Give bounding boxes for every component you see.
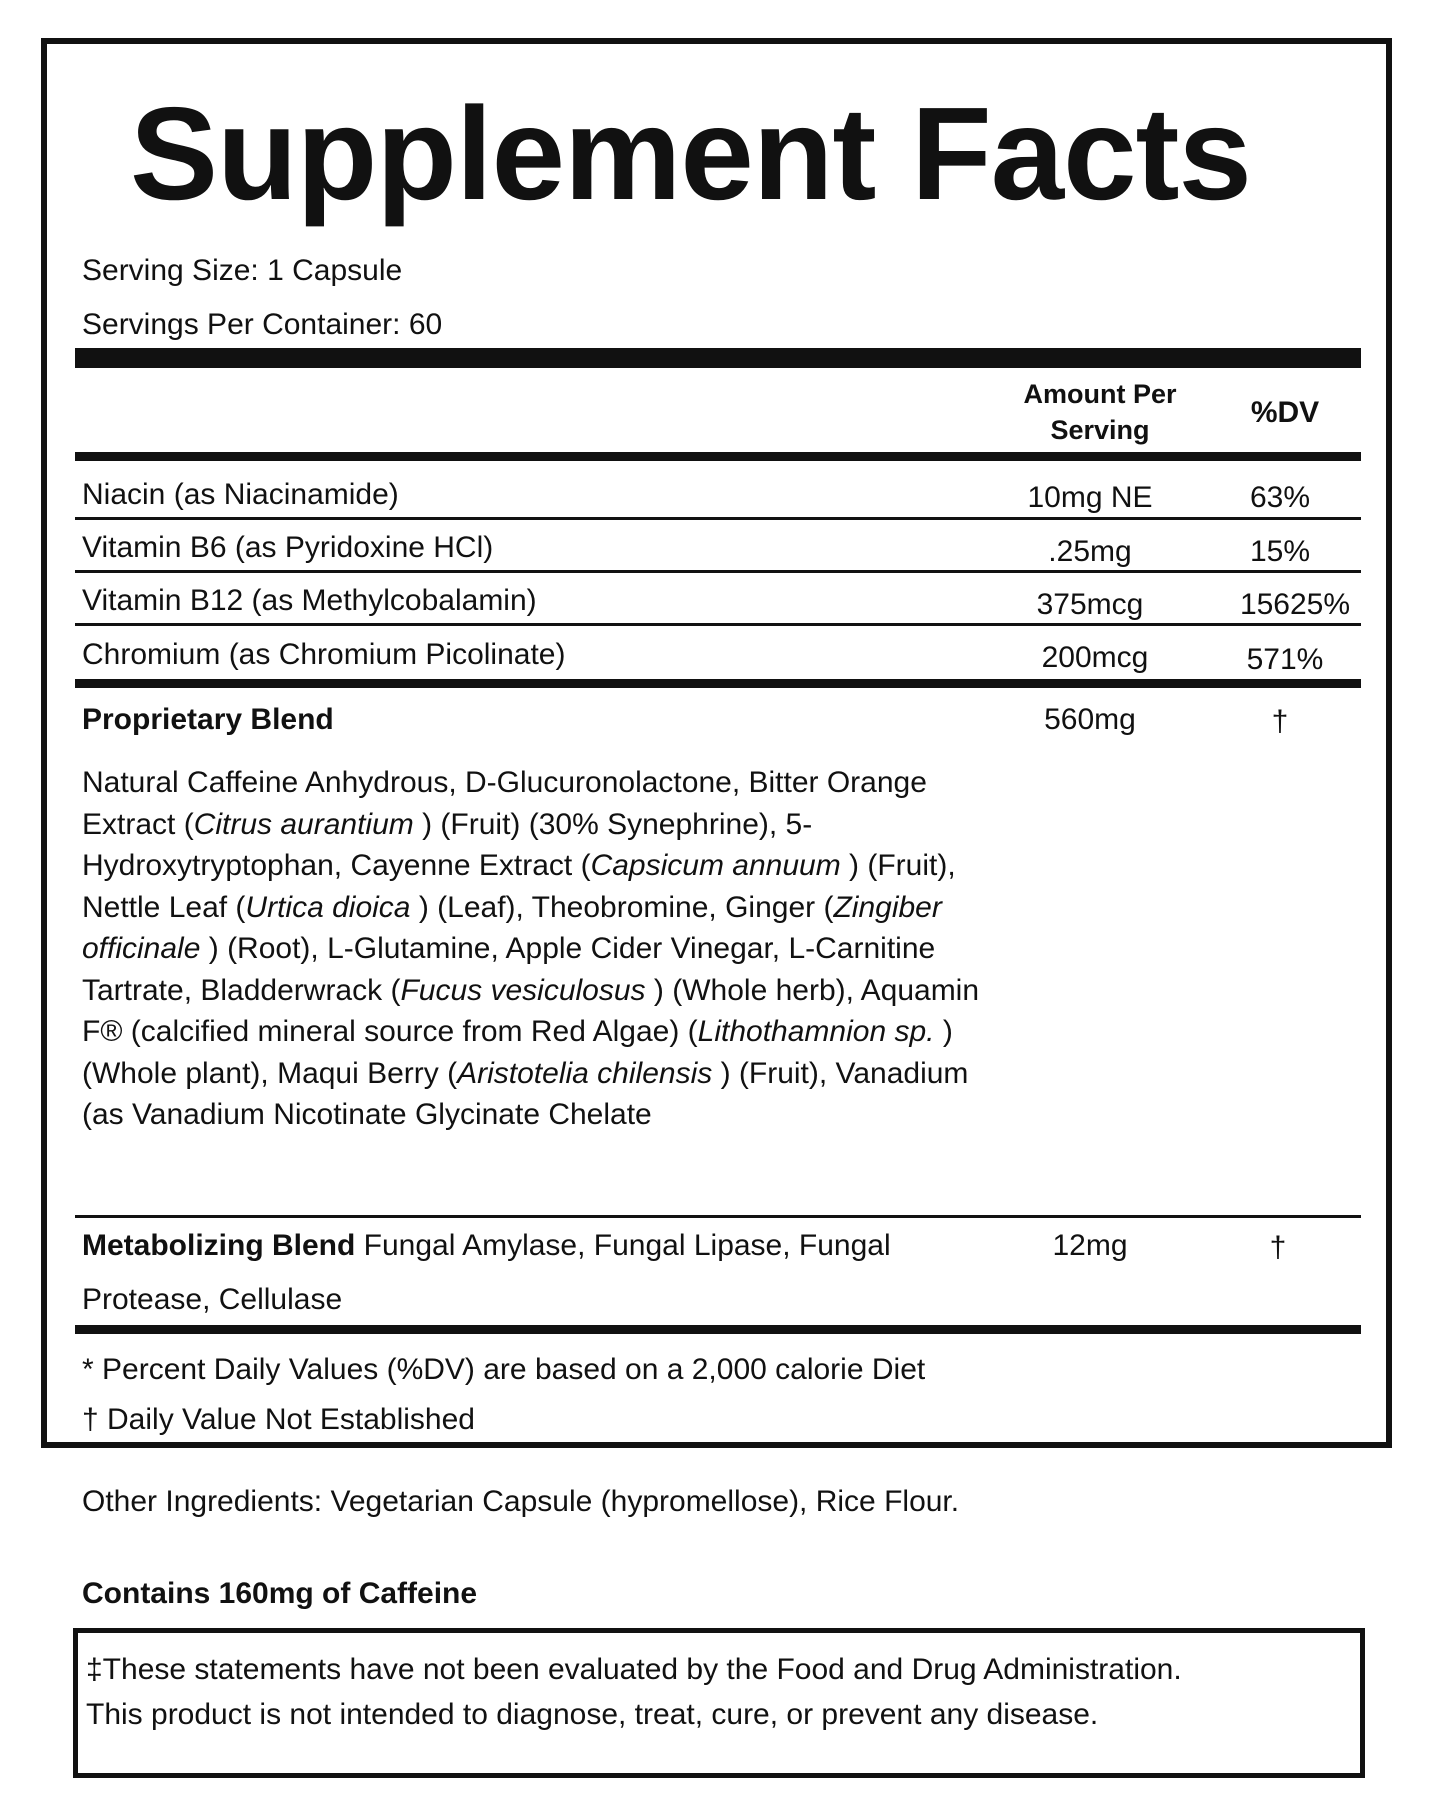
ingredient-text: ) (Root), L-Glutamine, Apple Cider Vinegar, L-Carnitine Tartrate, Bladderwrack ( [82,932,936,1007]
botanical-name: Citrus aurantium [193,807,414,841]
proprietary-blend-dv: † [1271,705,1289,738]
ingredient-text: Natural Caffeine Anhydrous, D-Glucuronolactone, Bitter Orange Extract ( [82,766,927,841]
nutrient-amount: .25mg [1048,535,1132,568]
blend-section-rule [75,679,1361,688]
disclaimer-line: This product is not intended to diagnose, treat, cure, or prevent any disease. [86,1698,1099,1731]
botanical-name: Zingiber officinale [82,890,942,965]
proprietary-blend-name: Proprietary Blend [82,703,334,736]
footnote-not-established: † Daily Value Not Established [82,1403,475,1436]
other-ingredients: Other Ingredients: Vegetarian Capsule (hypromellose), Rice Flour. [82,1485,960,1518]
nutrient-dv: 15625% [1239,588,1351,621]
panel-title: Supplement Facts [130,80,1251,227]
header-rule [75,452,1361,461]
ingredient-text: ) (Whole herb), Aquamin F® (calcified mineral source from Red Algae) ( [82,973,980,1048]
disclaimer-line: ‡These statements have not been evaluated by the Food and Drug Administration. [86,1653,1182,1686]
row-divider [75,570,1361,573]
fda-disclaimer-box [73,1628,1365,1778]
metabolizing-blend-dv: † [1269,1231,1287,1264]
botanical-name: Aristotelia chilensis [457,1056,713,1090]
metabolizing-blend-line [82,1228,891,1264]
nutrient-dv: 571% [1246,643,1324,676]
ingredient-text: ) (Whole plant), Maqui Berry ( [82,1015,953,1090]
metabolizing-blend-ingredients-cont: Protease, Cellulase [82,1283,343,1316]
top-thick-rule [75,348,1361,368]
row-divider [75,623,1361,626]
metabolizing-blend-ingredients: Fungal Amylase, Fungal Lipase, Fungal [355,1229,891,1262]
servings-per-container: Servings Per Container: 60 [82,308,443,341]
nutrient-amount: 375mcg [1036,588,1144,621]
proprietary-blend-amount: 560mg [1044,703,1136,736]
metabolizing-blend-amount: 12mg [1052,1229,1128,1262]
ingredient-text: ) (Leaf), Theobromine, Ginger ( [410,890,834,924]
serving-size: Serving Size: 1 Capsule [82,254,403,287]
ingredient-text: ) (Fruit) (30% Synephrine), 5-Hydroxytryptophan, Cayenne Extract ( [82,807,813,882]
nutrient-amount: 10mg NE [1027,481,1153,514]
dv-header: %DV [1250,396,1320,429]
footnote-rule [75,1325,1361,1334]
nutrient-name: Vitamin B12 (as Methylcobalamin) [82,584,537,617]
row-divider [75,517,1361,520]
metabolizing-blend-rule [75,1215,1361,1218]
botanical-name: Urtica dioica [245,890,411,924]
nutrient-dv: 15% [1249,535,1311,568]
botanical-name: Lithothamnion sp. [697,1015,935,1048]
nutrient-name: Chromium (as Chromium Picolinate) [82,638,566,671]
proprietary-blend-ingredients [82,762,982,1136]
nutrient-name: Vitamin B6 (as Pyridoxine HCl) [82,531,494,564]
metabolizing-blend-name: Metabolizing Blend [82,1229,356,1262]
caffeine-statement: Contains 160mg of Caffeine [82,1577,478,1610]
ingredient-text: ) (Fruit), Vanadium (as Vanadium Nicotinate Glycinate Chelate [82,1056,969,1131]
amount-per-serving-header: Amount Per Serving [1023,379,1177,446]
botanical-name: Fucus vesiculosus [400,973,646,1007]
nutrient-name: Niacin (as Niacinamide) [82,478,399,511]
ingredient-text: ) (Fruit), Nettle Leaf ( [82,849,956,924]
nutrient-amount: 200mcg [1041,641,1149,674]
nutrient-dv: 63% [1249,481,1311,514]
botanical-name: Capsicum annuum [590,849,841,882]
footnote-percent-dv: * Percent Daily Values (%DV) are based on a 2,000 calorie Diet [82,1353,926,1386]
